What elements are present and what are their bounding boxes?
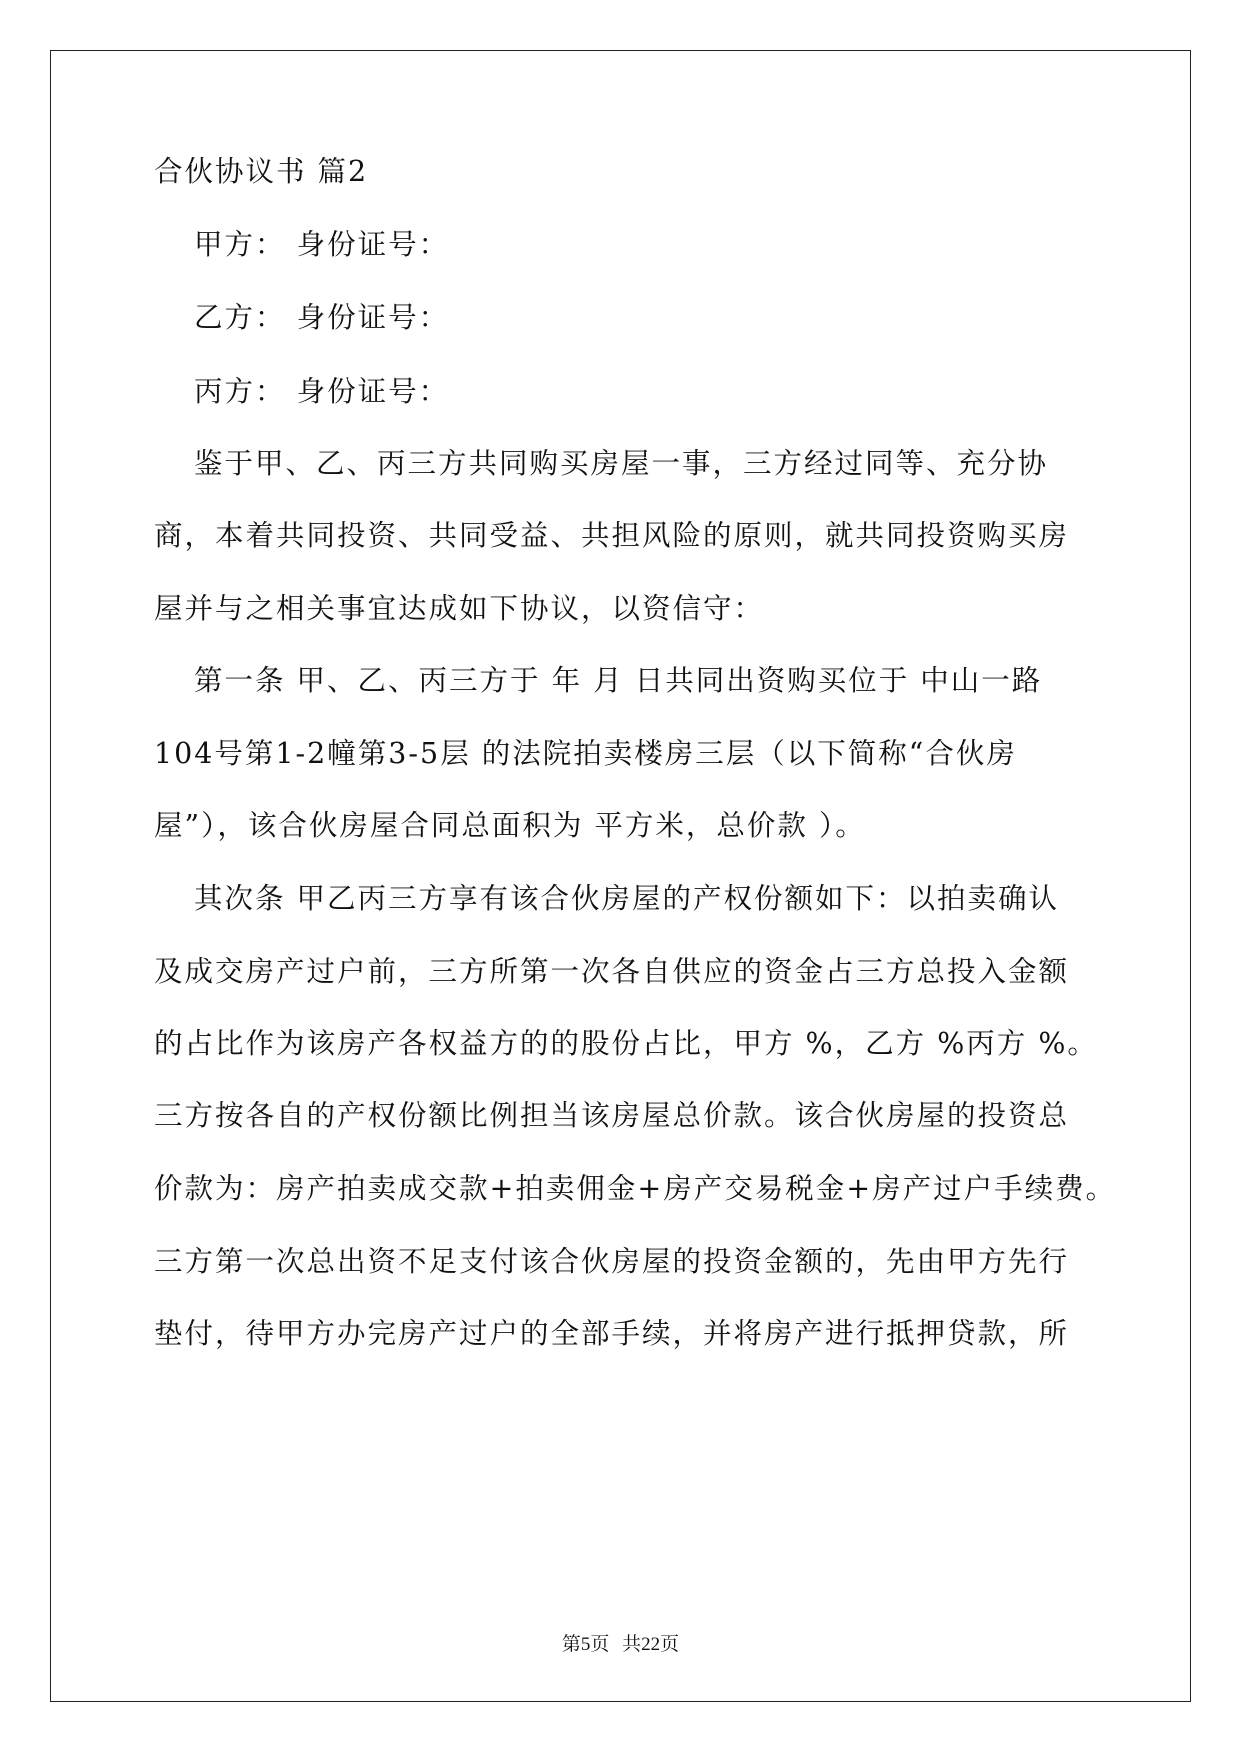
body-line: 价款为：房产拍卖成交款+拍卖佣金+房产交易税金+房产过户手续费。 xyxy=(154,1172,1117,1205)
party-yi xyxy=(194,299,1134,337)
body-line: 的占比作为该房产各权益方的的股份占比，甲方 %，乙方 %丙方 %。 xyxy=(154,1027,1098,1060)
body-line: 屋”），该合伙房屋合同总面积为 平方米，总价款 ）。 xyxy=(154,809,866,842)
body-line: 屋并与之相关事宜达成如下协议，以资信守： xyxy=(154,592,765,625)
party-label: 甲方： xyxy=(194,228,286,261)
id-label: 身份证号： xyxy=(296,375,450,408)
body-line: 其次条 甲乙丙三方享有该合伙房屋的产权份额如下：以拍卖确认 xyxy=(194,882,1060,915)
party-label: 丙方： xyxy=(194,375,286,408)
body-line: 商，本着共同投资、共同受益、共担风险的原则，就共同投资购买房 xyxy=(154,519,1070,552)
body-line: 三方按各自的产权份额比例担当该房屋总价款。该合伙房屋的投资总 xyxy=(154,1099,1070,1132)
body-line: 垫付，待甲方办完房产过户的全部手续，并将房产进行抵押贷款，所 xyxy=(154,1317,1070,1350)
body-line: 鉴于甲、乙、丙三方共同购买房屋一事，三方经过同等、充分协 xyxy=(194,447,1049,480)
party-bing xyxy=(194,373,1134,411)
page-footer xyxy=(0,1633,1241,1657)
body-line: 第一条 甲、乙、丙三方于 年 月 日共同出资购买位于 中山一路 xyxy=(194,664,1043,697)
page-total: 共22页 xyxy=(622,1634,680,1655)
body-line: 及成交房产过户前，三方所第一次各自供应的资金占三方总投入金额 xyxy=(154,955,1070,988)
body-line: 三方第一次总出资不足支付该合伙房屋的投资金额的，先由甲方先行 xyxy=(154,1245,1070,1278)
document-title: 合伙协议书 篇2 xyxy=(154,155,369,188)
party-label: 乙方： xyxy=(194,301,286,334)
page-border xyxy=(50,50,1191,1702)
id-label: 身份证号： xyxy=(296,228,450,261)
party-jia xyxy=(194,226,1134,264)
body-line: 104号第1-2幢第3-5层 的法院拍卖楼房三层（以下简称“合伙房 xyxy=(154,737,1017,770)
page-number: 第5页 xyxy=(561,1634,610,1655)
id-label: 身份证号： xyxy=(296,301,450,334)
